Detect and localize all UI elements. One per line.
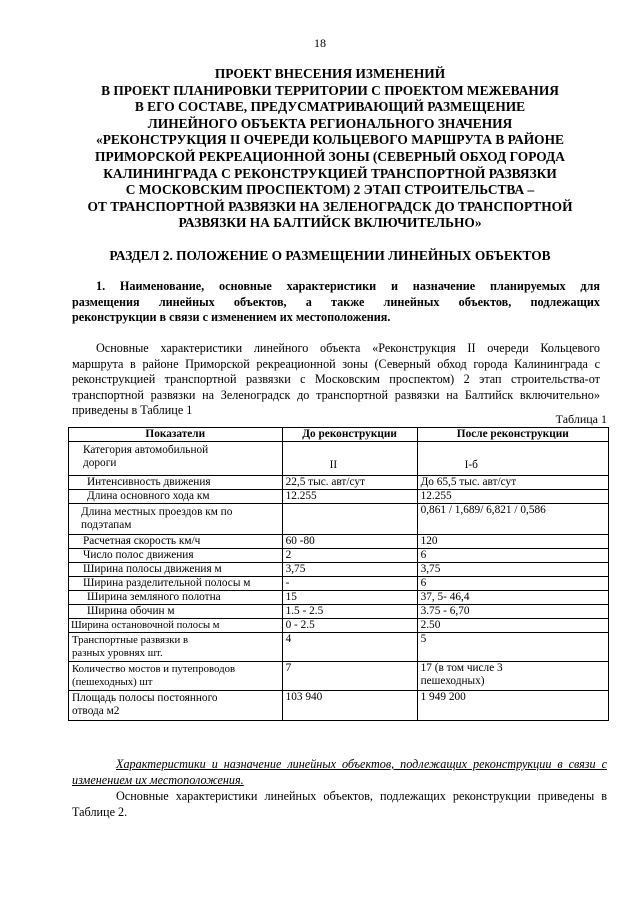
cell-before bbox=[282, 504, 417, 535]
cell-before: 4 bbox=[282, 633, 417, 662]
table-row bbox=[69, 662, 609, 691]
intro-line: Основные характеристики линейного объекта «Реконструкция II очереди Кольцевого bbox=[96, 341, 600, 355]
subsection-heading bbox=[72, 279, 600, 326]
cell-before: 60 -80 bbox=[282, 535, 417, 549]
table-row bbox=[69, 442, 609, 476]
cell-before: II bbox=[282, 442, 417, 476]
intro-line: маршрута в районе Приморской рекреационной зоны (Северный обход города Калининграда с bbox=[72, 356, 600, 371]
subheading-line: реконструкции в связи с изменением их местоположения. bbox=[72, 310, 391, 325]
cell-after: 1 949 200 bbox=[417, 691, 608, 721]
cell-indicator: Категория автомобильной дороги bbox=[69, 442, 283, 476]
subheading-line: 1. Наименование, основные характеристики и назначение планируемых для bbox=[96, 279, 600, 293]
table-row bbox=[69, 476, 609, 490]
cell-after: I-б bbox=[417, 442, 608, 476]
cell-indicator: Интенсивность движения bbox=[69, 476, 283, 490]
cell-after: 5 bbox=[417, 633, 608, 662]
cell-indicator: Транспортные развязки в разных уровнях шт. bbox=[69, 633, 283, 662]
cell-after: 12.255 bbox=[417, 490, 608, 504]
cell-before: 2 bbox=[282, 549, 417, 563]
cell-indicator: Ширина полосы движения м bbox=[69, 563, 283, 577]
cell-after: До 65,5 тыс. авт/сут bbox=[417, 476, 608, 490]
cell-before: 12.255 bbox=[282, 490, 417, 504]
cell-before: 103 940 bbox=[282, 691, 417, 721]
cell-after: 37, 5- 46,4 bbox=[417, 591, 608, 605]
title-line: РАЗВЯЗКИ НА БАЛТИЙСК ВКЛЮЧИТЕЛЬНО» bbox=[178, 215, 482, 231]
table-row bbox=[69, 591, 609, 605]
title-line: ОТ ТРАНСПОРТНОЙ РАЗВЯЗКИ НА ЗЕЛЕНОГРАДСК ДО ТРАНСПОРТНОЙ bbox=[87, 198, 573, 214]
cell-indicator: Ширина разделительной полосы м bbox=[69, 577, 283, 591]
cell-before: - bbox=[282, 577, 417, 591]
cell-after: 17 (в том числе 3 пешеходных) bbox=[417, 662, 608, 691]
table-row bbox=[69, 605, 609, 619]
cell-after: 2.50 bbox=[417, 619, 608, 633]
title-line: ПРИМОРСКОЙ РЕКРЕАЦИОННОЙ ЗОНЫ (СЕВЕРНЫЙ ОБХОД ГОРОДА bbox=[95, 148, 565, 164]
title-line: ЛИНЕЙНОГО ОБЪЕКТА РЕГИОНАЛЬНОГО ЗНАЧЕНИЯ bbox=[147, 115, 513, 131]
closing-paragraph bbox=[72, 789, 607, 820]
italic-line: Характеристики и назначение линейных объектов, подлежащих реконструкции в связи с bbox=[116, 757, 607, 771]
table-row bbox=[69, 535, 609, 549]
title-line: С МОСКОВСКИМ ПРОСПЕКТОМ) 2 ЭТАП СТРОИТЕЛЬСТВА – bbox=[125, 182, 535, 198]
table-row bbox=[69, 490, 609, 504]
italic-line: изменением их местоположения. bbox=[72, 772, 244, 787]
section-heading: РАЗДЕЛ 2. ПОЛОЖЕНИЕ О РАЗМЕЩЕНИИ ЛИНЕЙНЫХ ОБЪЕКТОВ bbox=[109, 248, 551, 263]
cell-before: 0 - 2.5 bbox=[282, 619, 417, 633]
table-row bbox=[69, 577, 609, 591]
cell-indicator: Длина основного хода км bbox=[69, 490, 283, 504]
table-row bbox=[69, 549, 609, 563]
subheading-line: размещения линейных объектов, а также линейных объектов, подлежащих bbox=[72, 294, 600, 309]
table-row bbox=[69, 619, 609, 633]
table-row bbox=[69, 691, 609, 721]
page-number: 18 bbox=[314, 36, 326, 50]
intro-line: транспортной развязки на Зеленоградск до транспортной развязки на Балтийск включительно» bbox=[72, 387, 600, 402]
document-title bbox=[60, 66, 600, 232]
cell-indicator: Ширина остановочной полосы м bbox=[69, 619, 283, 633]
title-line: В ПРОЕКТ ПЛАНИРОВКИ ТЕРРИТОРИИ С ПРОЕКТОМ МЕЖЕВАНИЯ bbox=[101, 82, 559, 98]
table-row bbox=[69, 504, 609, 535]
title-line: КАЛИНИНГРАДА С РЕКОНСТРУКЦИЕЙ ТРАНСПОРТНОЙ РАЗВЯЗКИ bbox=[103, 165, 557, 181]
cell-after: 3.75 - 6,70 bbox=[417, 605, 608, 619]
cell-before: 22,5 тыс. авт/сут bbox=[282, 476, 417, 490]
table-header-row bbox=[69, 428, 609, 442]
cell-indicator: Ширина земляного полотна bbox=[69, 591, 283, 605]
cell-after: 120 bbox=[417, 535, 608, 549]
title-line: «РЕКОНСТРУКЦИЯ II ОЧЕРЕДИ КОЛЬЦЕВОГО МАРШРУТА В РАЙОНЕ bbox=[96, 132, 564, 148]
header-indicators: Показатели bbox=[69, 428, 283, 442]
table-row bbox=[69, 633, 609, 662]
cell-before: 15 bbox=[282, 591, 417, 605]
cell-after: 6 bbox=[417, 549, 608, 563]
parameters-table bbox=[68, 427, 609, 721]
cell-after: 0,861 / 1,689/ 6,821 / 0,586 bbox=[417, 504, 608, 535]
table-caption: Таблица 1 bbox=[555, 412, 607, 426]
italic-subheading bbox=[72, 757, 607, 788]
header-before: До реконструкции bbox=[282, 428, 417, 442]
cell-before: 3,75 bbox=[282, 563, 417, 577]
cell-before: 1.5 - 2.5 bbox=[282, 605, 417, 619]
intro-line: реконструкцией транспортной развязки с Московским проспектом) 2 этап строительства-от bbox=[72, 372, 600, 387]
cell-indicator: Длина местных проездов км по подэтапам bbox=[69, 504, 283, 535]
cell-after: 3,75 bbox=[417, 563, 608, 577]
intro-line: приведены в Таблице 1 bbox=[72, 403, 193, 418]
cell-indicator: Ширина обочин м bbox=[69, 605, 283, 619]
table-row bbox=[69, 563, 609, 577]
closing-line: Таблице 2. bbox=[72, 804, 128, 819]
header-after: После реконструкции bbox=[417, 428, 608, 442]
closing-line: Основные характеристики линейных объектов, подлежащих реконструкции приведены в bbox=[116, 789, 607, 803]
intro-paragraph bbox=[72, 341, 600, 419]
cell-indicator: Число полос движения bbox=[69, 549, 283, 563]
cell-indicator: Площадь полосы постоянного отвода м2 bbox=[69, 691, 283, 721]
cell-after: 6 bbox=[417, 577, 608, 591]
title-line: В ЕГО СОСТАВЕ, ПРЕДУСМАТРИВАЮЩИЙ РАЗМЕЩЕНИЕ bbox=[134, 99, 526, 115]
cell-before: 7 bbox=[282, 662, 417, 691]
title-line: ПРОЕКТ ВНЕСЕНИЯ ИЗМЕНЕНИЙ bbox=[214, 66, 446, 81]
cell-indicator: Расчетная скорость км/ч bbox=[69, 535, 283, 549]
cell-indicator: Количество мостов и путепроводов (пешеходных) шт bbox=[69, 662, 283, 691]
